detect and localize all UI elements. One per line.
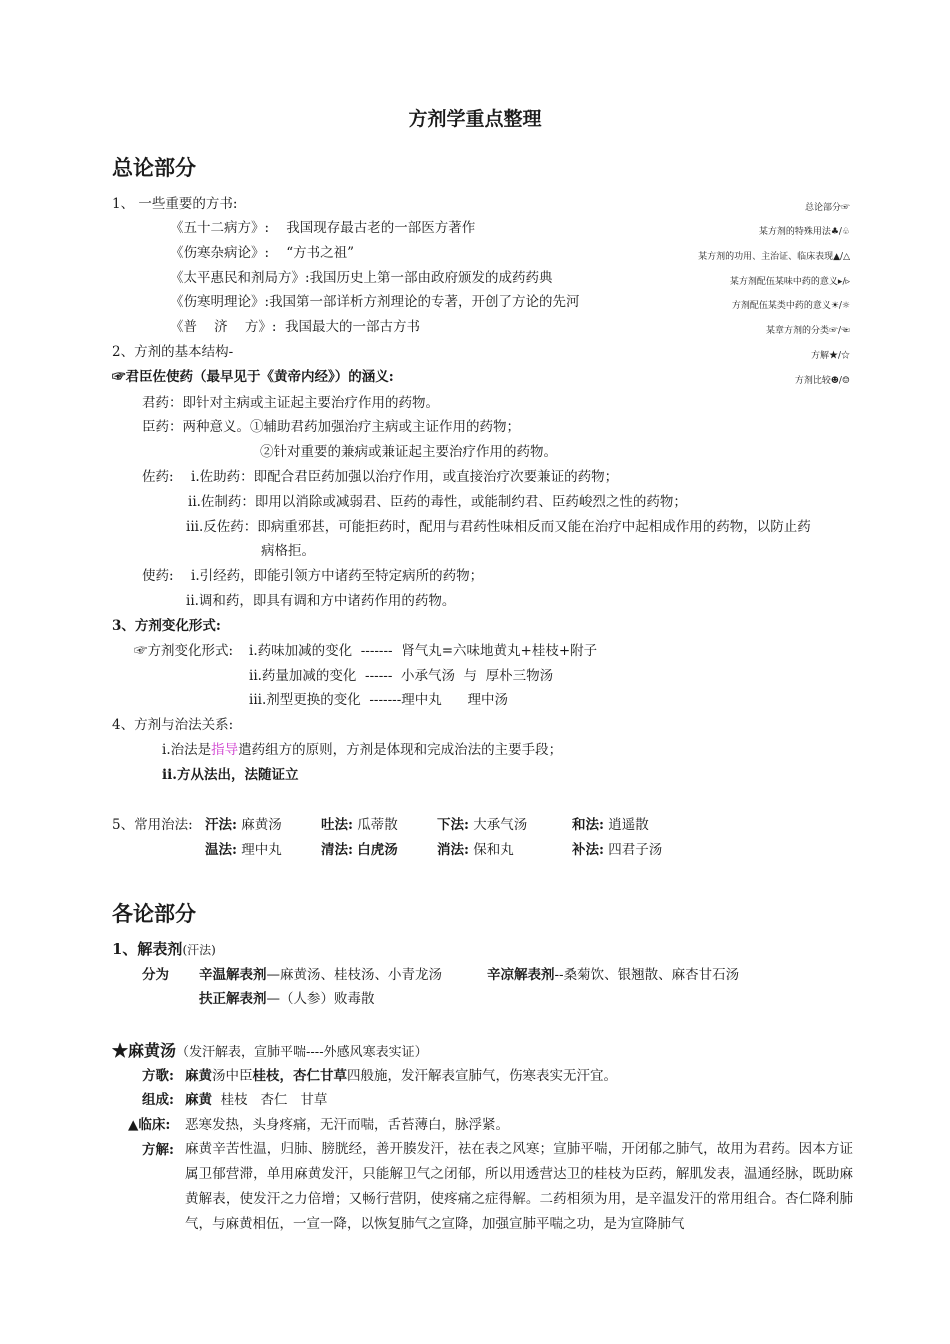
legend-item: 某方剂的特殊用法♣/♧ — [758, 227, 850, 237]
chen-line: 臣药：两种意义。①辅助君药加强治疗主病或主证作用的药物； — [142, 419, 520, 435]
method-key: 和法: — [572, 817, 604, 833]
chen-line: ②针对重要的兼病或兼证起主要治疗作用的药物。 — [260, 444, 557, 460]
formula-name: ★麻黄汤 — [112, 1041, 177, 1060]
book-name: 《伤寒杂病论》: — [170, 245, 270, 261]
method-value: 四君子汤 — [608, 842, 663, 858]
legend-item: 方解★/☆ — [810, 351, 850, 361]
change-line: iii.剂型更换的变化 -------理中丸 理中汤 — [249, 692, 509, 708]
method-key: 消法: — [437, 842, 469, 858]
method-key: 汗法: — [205, 817, 237, 833]
legend-item: 某章方剂的分类☞/☜ — [765, 326, 850, 336]
method-pair — [321, 815, 398, 835]
legend-item: 方剂配伍某类中药的意义☀/☼ — [731, 301, 850, 311]
book-name: 《五十二病方》: — [170, 220, 270, 236]
category-title: 1、解表剂 — [112, 940, 183, 958]
shi-line: i.引经药，即能引领方中诸药至特定病所的药物； — [191, 568, 484, 584]
category-key: 辛凉解表剂 — [487, 967, 555, 983]
method-line — [162, 740, 562, 760]
method-value: 麻黄汤 — [241, 817, 282, 833]
book-name: 《伤寒明理论》: — [170, 294, 270, 310]
jcz-heading: ☞君臣佐使药（最早见于《黄帝内经》）的涵义: — [112, 369, 394, 385]
method-pair — [437, 815, 527, 835]
explain-paragraph: 麻黄辛苦性温，归肺、膀胱经，善开腠发汗，祛在表之风寒；宣肺平喘，开闭郁之肺气，故用为君药。因本方证属卫郁营滞，单用麻黄发汗，只能解卫气之闭郁，所以用透营达卫的桂枝为臣药，解肌发表，温通经脉，既助麻黄解表，使发汗之力倍增；又畅行营阴，使疼痛之症得解。二药相须为用，是辛温发汗的常用组合。杏仁降利肺气，与麻黄相伍，一宣一降，以恢复肺气之宣降，加强宣肺平喘之功，是为宣降肺气 — [185, 1141, 853, 1232]
common-heading: 5、常用治法: — [112, 817, 193, 833]
book-item — [170, 218, 475, 238]
clinic-label: ▲临床: — [128, 1117, 171, 1133]
method-key: 清法: — [321, 842, 353, 858]
song-text: 四般施，发汗解表宣肺气，伤寒表实无汗宜。 — [347, 1068, 617, 1084]
category-key: 辛温解表剂 — [199, 967, 267, 983]
legend-item: 方剂比较☻/☺ — [794, 376, 850, 386]
method-value: 大承气汤 — [473, 817, 528, 833]
method-line: ii.方从法出，法随证立 — [162, 767, 299, 783]
book-item — [170, 268, 553, 288]
change-heading: 3、方剂变化形式: — [112, 618, 221, 634]
shi-line: ii.调和药，即具有调和方中诸药作用的药物。 — [186, 593, 456, 609]
legend-item: 总论部分☞ — [804, 203, 850, 213]
formula-heading — [112, 1040, 428, 1064]
legend-item: 某方剂配伍某味中药的意义▸/▹ — [729, 277, 850, 287]
structure-heading: 2、方剂的基本结构- — [112, 344, 234, 360]
divide-label: 分为 — [142, 967, 169, 983]
method-pair — [572, 840, 662, 860]
method-pair — [205, 840, 282, 860]
formula-note: （发汗解表，宣肺平喘----外感风寒表实证） — [176, 1045, 428, 1060]
comp-line — [185, 1090, 327, 1110]
method-pair — [437, 840, 514, 860]
book-item — [170, 243, 354, 263]
method-highlight: 指导 — [211, 742, 239, 758]
method-key: 补法: — [572, 842, 604, 858]
category-item — [199, 989, 375, 1009]
method-pair — [572, 815, 649, 835]
legend-item: 某方剂的功用、主治证、临床表现▲/△ — [698, 252, 850, 262]
zuo-line: ii.佐制药：即用以消除或减弱君、臣药的毒性，或能制约君、臣药峻烈之性的药物； — [188, 494, 687, 510]
zuo-line: iii.反佐药：即病重邪甚，可能拒药时，配用与君药性味相反而又能在治疗中起相成作用的药物，以防止药 — [186, 519, 811, 535]
change-label: ☞方剂变化形式: — [134, 643, 234, 659]
explain-label: 方解: — [142, 1142, 174, 1158]
method-key: 温法: — [205, 842, 237, 858]
books-heading: 1、 一些重要的方书: — [112, 196, 238, 212]
comp-text: 桂枝 杏仁 甘草 — [212, 1092, 328, 1108]
zuo-label: 佐药: — [142, 469, 174, 485]
section-heading-specific: 各论部分 — [112, 902, 196, 926]
method-value: 白虎汤 — [357, 842, 398, 858]
book-desc: “方书之祖” — [286, 245, 355, 261]
change-line: ii.药量加减的变化 ------ 小承气汤 与 厚朴三物汤 — [249, 668, 554, 684]
zuo-line: 病格拒。 — [261, 543, 315, 559]
category-key: 扶正解表剂 — [199, 991, 267, 1007]
book-desc: 我国第一部详析方剂理论的专著，开创了方论的先河 — [269, 294, 580, 310]
zuo-line: i.佐助药：即配合君臣药加强以治疗作用，或直接治疗次要兼证的药物； — [191, 469, 619, 485]
shi-label: 使药: — [142, 568, 174, 584]
method-value: 逍遥散 — [608, 817, 649, 833]
book-desc: 我国历史上第一部由政府颁发的成药药典 — [309, 270, 553, 286]
category-heading — [112, 938, 216, 961]
method-value: 瓜蒂散 — [357, 817, 398, 833]
song-bold: 麻黄 — [185, 1068, 212, 1084]
book-name: 《太平惠民和剂局方》: — [170, 270, 310, 286]
method-pair — [321, 840, 398, 860]
category-item — [487, 965, 739, 985]
book-desc: 我国最大的一部古方书 — [284, 319, 420, 335]
category-value: —（人参）败毒散 — [266, 991, 375, 1007]
book-name: 《普 济 方》: — [170, 319, 277, 335]
method-value: 保和丸 — [473, 842, 514, 858]
category-item — [199, 965, 442, 985]
song-line — [185, 1066, 617, 1086]
method-pair — [205, 815, 282, 835]
clinic-line: 恶寒发热，头身疼痛，无汗而喘，舌苔薄白，脉浮紧。 — [185, 1117, 509, 1133]
method-value: 理中丸 — [241, 842, 282, 858]
category-note: (汗法) — [182, 943, 216, 957]
method-key: 吐法: — [321, 817, 353, 833]
song-text: 汤中臣 — [212, 1068, 253, 1084]
method-text: 遣药组方的原则，方剂是体现和完成治法的主要手段； — [238, 742, 563, 758]
song-label: 方歌: — [142, 1068, 174, 1084]
method-heading: 4、方剂与治法关系: — [112, 717, 234, 733]
section-heading-general: 总论部分 — [112, 156, 196, 180]
song-bold: 桂枝，杏仁甘草 — [252, 1068, 347, 1084]
change-line: i.药味加减的变化 ------- 肾气丸=六味地黄丸+桂枝+附子 — [249, 643, 598, 659]
comp-label: 组成: — [142, 1092, 174, 1108]
category-value: --桑菊饮、银翘散、麻杏甘石汤 — [554, 967, 740, 983]
book-item — [170, 292, 580, 312]
page-title: 方剂学重点整理 — [408, 108, 542, 130]
book-desc: 我国现存最古老的一部医方著作 — [286, 220, 476, 236]
jun-line: 君药：即针对主病或主证起主要治疗作用的药物。 — [142, 395, 439, 411]
category-value: —麻黄汤、桂枝汤、小青龙汤 — [266, 967, 442, 983]
method-key: 下法: — [437, 817, 469, 833]
method-text: i.治法是 — [162, 742, 212, 758]
book-item — [170, 317, 420, 337]
comp-bold: 麻黄 — [185, 1092, 212, 1108]
